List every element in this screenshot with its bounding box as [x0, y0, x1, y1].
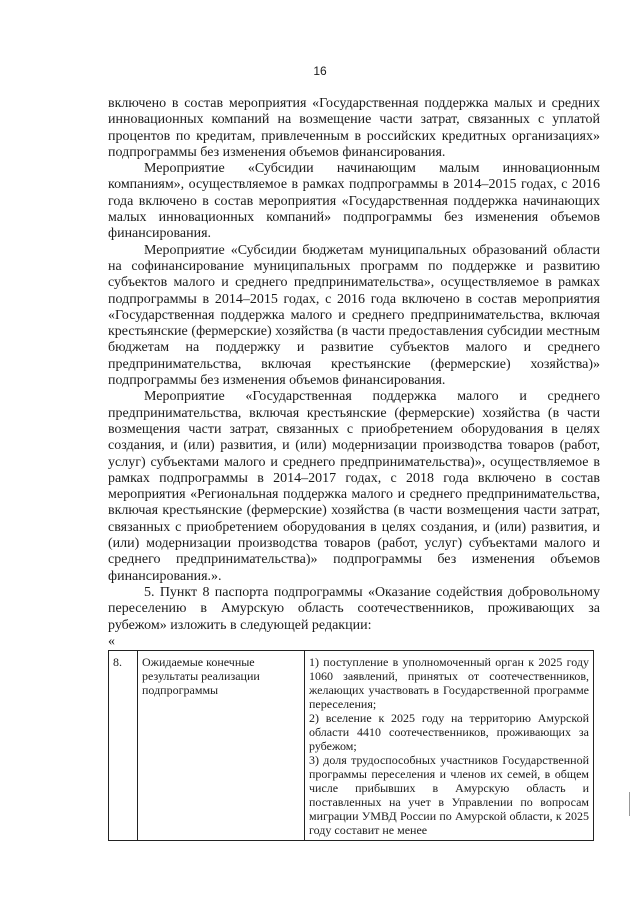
result-item: 3) доля трудоспособных участников Государственной программы переселения и членов их семей, в общем числе прибывших в Амурскую область и поставленных на учет в Управлении по вопросам миграции УМВД России по Амурской области, к 2025 году составит не менее	[309, 753, 589, 837]
row-content	[305, 651, 594, 841]
paragraph: Мероприятие «Субсидии бюджетам муниципальных образований области на софинансирование муниципальных программ по поддержке и развитию субъектов малого и среднего предпринимательства», осуществляемое в рамках подпрограммы в 2014–2015 годах, с 2016 года включено в состав мероприятия «Государственная поддержка малого и среднего предпринимательства, включая крестьянские (фермерские) хозяйства (в части предоставления субсидии местным бюджетам на поддержку и развитие субъектов малого и среднего предпринимательства, включая крестьянские (фермерские) хозяйства)» подпрограммы без изменения объемов финансирования.	[108, 242, 600, 389]
scan-mark	[629, 792, 630, 816]
opening-quote: «	[108, 633, 115, 649]
document-body	[108, 96, 600, 650]
result-item: 1) поступление в уполномоченный орган к 2025 году 1060 заявлений, принятых от соотечественников, желающих участвовать в Государственной программе переселения;	[309, 655, 589, 711]
row-number: 8.	[109, 651, 138, 841]
paragraph-item-5: 5. Пункт 8 паспорта подпрограммы «Оказание содействия добровольному переселению в Амурскую область соотечественников, проживающих за рубежом» изложить в следующей редакции:	[108, 584, 600, 633]
paragraph-continuation: включено в состав мероприятия «Государственная поддержка малых и средних инновационных компаний на возмещение части затрат, связанных с уплатой процентов по кредитам, привлеченным в российских кредитных организациях» подпрограммы без изменения объемов финансирования.	[108, 96, 600, 160]
page-number: 16	[313, 64, 327, 78]
result-item: 2) вселение к 2025 году на территорию Амурской области 4410 соотечественников, проживающих за рубежом;	[309, 711, 589, 753]
table-row	[109, 651, 594, 841]
paragraph: Мероприятие «Субсидии начинающим малым инновационным компаниям», осуществляемое в рамках подпрограммы в 2014–2015 годах, с 2016 года включено в состав мероприятия «Государственная поддержка начинающих малых инновационных компаний» подпрограммы без изменения объемов финансирования.	[108, 161, 600, 242]
row-label: Ожидаемые конечные результаты реализации подпрограммы	[138, 651, 305, 841]
passport-table	[108, 650, 594, 841]
paragraph: Мероприятие «Государственная поддержка малого и среднего предпринимательства, включая крестьянские (фермерские) хозяйства (в части возмещения части затрат, связанных с приобретением оборудования в целях создания, и (или) развития, и (или) модернизации производства товаров (работ, услуг) субъектами малого и среднего предпринимательства)», осуществляемое в рамках подпрограммы в 2014–2017 годах, с 2018 года включено в состав мероприятия «Региональная поддержка малого и среднего предпринимательства, включая крестьянские (фермерские) хозяйства (в части возмещения части затрат, связанных с приобретением оборудования в целях создания, и (или) развития, и (или) модернизации производства товаров (работ, услуг) субъектами малого и среднего предпринимательства)» подпрограммы без изменения объемов финансирования.».	[108, 389, 600, 584]
